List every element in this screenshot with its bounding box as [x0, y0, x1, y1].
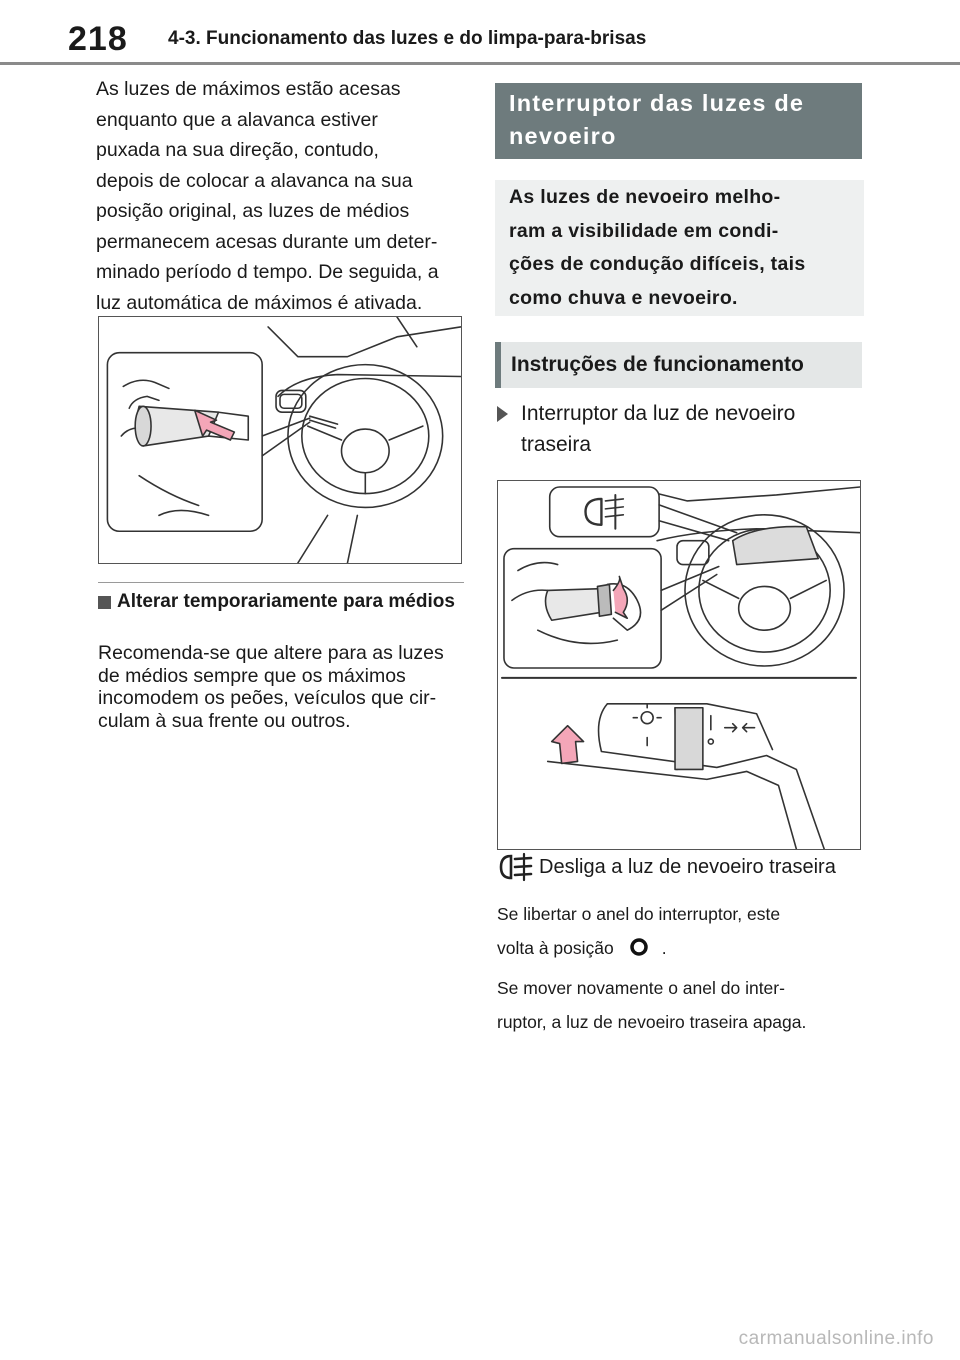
info-line: como chuva e nevoeiro.: [509, 286, 738, 309]
intro-line: As luzes de máximos estão acesas: [96, 78, 401, 100]
off-position-icon: [628, 936, 650, 958]
bullet-line: traseira: [521, 433, 592, 456]
sub-para-line: culam à sua frente ou outros.: [98, 709, 351, 732]
subsection-paragraph: [98, 642, 464, 732]
intro-line: permanecem acesas durante um deter-: [96, 230, 438, 253]
release-ring-paragraph: [497, 897, 863, 965]
info-line: As luzes de nevoeiro melho-: [509, 186, 781, 208]
intro-paragraph: [96, 74, 464, 318]
rear-fog-caption: [497, 852, 863, 882]
high-beam-lever-illustration: [98, 316, 462, 564]
sub-para-line: de médios sempre que os máximos: [98, 664, 406, 687]
page-header: [0, 0, 960, 66]
fog-light-switch-illustration: [497, 480, 861, 850]
intro-line: minado período d tempo. De seguida, a: [96, 261, 439, 283]
square-bullet-icon: [98, 596, 111, 609]
move-ring-paragraph: [497, 971, 863, 1039]
subsection-heading-text: Alterar temporariamente para médios: [117, 591, 455, 612]
para-line: volta à posição: [497, 938, 614, 958]
intro-line: posição original, as luzes de médios: [96, 200, 410, 222]
watermark: carmanualsonline.info: [738, 1328, 934, 1349]
para-line: Se mover novamente o anel do inter-: [497, 978, 785, 998]
intro-line: depois de colocar a alavanca na sua: [96, 169, 413, 192]
subsection-heading: [98, 591, 464, 613]
section-title: 4-3. Funcionamento das luzes e do limpa-para-brisas: [168, 28, 647, 49]
header-divider: [0, 62, 960, 65]
para-line: ruptor, a luz de nevoeiro traseira apaga.: [497, 1012, 807, 1032]
banner-title-line: nevoeiro: [509, 123, 617, 149]
sub-para-line: Recomenda-se que altere para as luzes: [98, 642, 444, 664]
triangle-bullet-icon: [497, 406, 508, 422]
bullet-line: Interruptor da luz de nevoeiro: [521, 402, 796, 425]
page-number: 218: [68, 20, 128, 58]
section-divider: [98, 582, 464, 583]
intro-line: puxada na sua direção, contudo,: [96, 139, 379, 161]
intro-line: luz automática de máximos é ativada.: [96, 291, 423, 314]
sub-para-line: incomodem os peões, veículos que cir-: [98, 687, 437, 709]
instructions-heading: Instruções de funcionamento: [495, 342, 862, 388]
para-line: Se libertar o anel do interruptor, este: [497, 904, 781, 924]
info-line: ções de condução difíceis, tais: [509, 253, 806, 275]
rear-fog-switch-item: [497, 398, 863, 460]
caption-text: Desliga a luz de nevoeiro traseira: [539, 856, 836, 878]
info-box: [495, 180, 864, 316]
intro-line: enquanto que a alavanca estiver: [96, 108, 378, 131]
banner-title-line: Interruptor das luzes de: [509, 90, 805, 116]
rear-fog-light-icon: [497, 852, 535, 882]
info-line: ram a visibilidade em condi-: [509, 219, 779, 242]
para-end: .: [661, 938, 667, 958]
fog-light-section-banner: [495, 83, 862, 159]
